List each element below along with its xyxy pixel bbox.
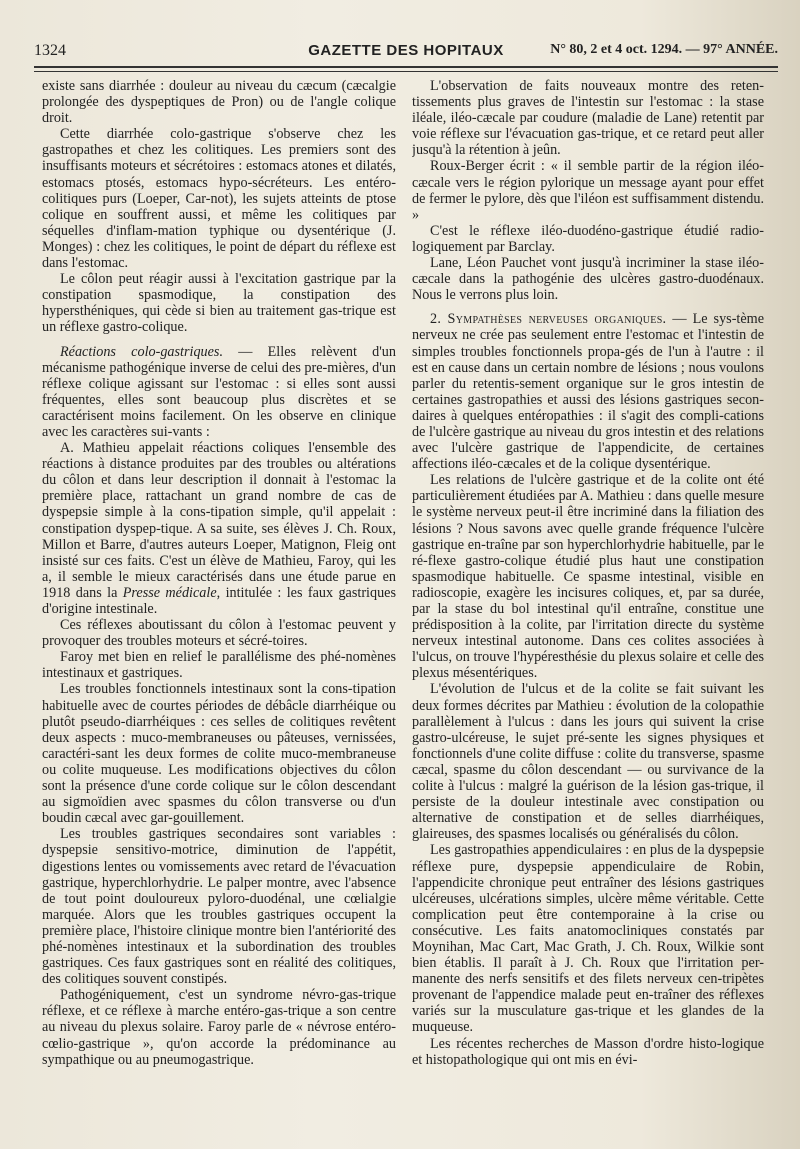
paragraph: existe sans diarrhée : douleur au niveau du cæcum (cæcalgie prolongée des dyspeptiques de Pron) ou de l'angle colique droit. — [42, 78, 396, 127]
paragraph: Roux-Berger écrit : « il semble partir de la région iléo-cæcale vers le région pylorique un message ayant pour effet de fermer le pylore, dès que l'iléon est suffisamment distendu. » — [412, 158, 764, 223]
section-title: 2. Sympathèses nerveuses organiques. — [430, 311, 667, 328]
paragraph: Ces réflexes aboutissant du côlon à l'estomac peuvent y provoquer des troubles moteurs et sécré-toires. — [42, 617, 396, 650]
paragraph: Cette diarrhée colo-gastrique s'observe chez les gastropathes et chez les colitiques. Les premiers sont des insuffisants moteurs et sécrétoires : estomacs atones et dilatés, estomacs ptosés, estomacs hypo-sécréteurs. Les entéro-colitiques purs (Loeper, Car-not), les sujets atteints de ptose colique en souffrent aussi, et même les colitiques par séquelles d'inflam-mation typhique ou dysentérique (J. Monges) : chez les colitiques, le point de départ du réflexe est dans l'estomac. — [42, 126, 396, 272]
paragraph: C'est le réflexe iléo-duodéno-gastrique étudié radio-logiquement par Barclay. — [412, 222, 764, 255]
paragraph-text: — Elles relèvent d'un mécanisme pathogénique inverse de celui des pre-mières, d'un réflexe colique agissant sur l'estomac : si elles sont aussi fréquentes, elles sont beaucoup plus discrètes et se caractérisent moins facilement. On les observe en clinique avec les caractères sui-vants : — [42, 343, 396, 440]
paragraph: Faroy met bien en relief le parallélisme des phé-nomènes intestinaux et gastriques. — [42, 649, 396, 682]
section-paragraph — [42, 344, 396, 441]
page-number: 1324 — [34, 42, 66, 59]
right-column — [412, 78, 764, 1138]
paragraph: Les troubles fonctionnels intestinaux sont la cons-tipation habituelle avec de courtes périodes de débâcle diarrhéique ou plutôt pseudo-diarrhéiques : ces selles de colitiques revêtent deux aspects : muco-membraneuses ou pâteuses, vernissées, caractéri-sant les deux formes de colite muco-membraneuse ou colite muqueuse. Les modifications objectives du côlon sont la présence d'une corde colique sur le côlon descendant au sigmoïdien avec spasmes du côlon transverse ou d'un boudin cæcal avec gar-gouillement. — [42, 681, 396, 827]
paragraph: Les relations de l'ulcère gastrique et de la colite ont été particulièrement étudiées par A. Mathieu : dans quelle mesure le système nerveux peut-il être incriminé dans la filiation des lésions ? Nous savons avec quelle grande fréquence l'ulcère gastrique en-traîne par son hyperchlorhydrie habituelle, par le ré-flexe gastro-colique étudié plus haut une constipation spasmodique habituelle. Ce spasme intestinal, visible en radioscopie, exagère les incisures coliques, et, par sa durée, par la stase du bol intestinal qu'il entraîne, constitue une prédisposition à la colite, par l'irritation directe du système nerveux intestinal autonome. Dans ces colites associées à l'ulcus, on trouve l'hypéresthésie du plexus solaire et celle des plexus mésentériques. — [412, 472, 764, 682]
section-paragraph — [412, 311, 764, 472]
page-header — [34, 40, 778, 64]
paragraph: Le côlon peut réagir aussi à l'excitation gastrique par la constipation spasmodique, la constipation des hypersthéniques, qui cède si bien au traitement gas-trique est un réflexe gastro-colique. — [42, 271, 396, 336]
header-rule — [34, 66, 778, 68]
paragraph-text: , intitulée : les faux gastriques d'origine intestinale. — [42, 584, 396, 617]
journal-name: Presse médicale — [122, 584, 217, 601]
header-rule-thin — [34, 71, 778, 72]
paragraph: L'observation de faits nouveaux montre des reten-tissements plus graves de l'intestin sur l'estomac : la stase iléale, iléo-cæcale par coudure (maladie de Lane) retentit par voie réflexe sur l'évacuation gas-trique, et ce retard peut aller jusqu'à la rétention à jeûn. — [412, 78, 764, 159]
paragraph: Les gastropathies appendiculaires : en plus de la dyspepsie réflexe pure, dyspepsie appendiculaire de Robin, l'appendicite chronique peut entraîner des lésions gastriques ulcéreuses, ulcérations simples, ulcère même véritable. Cette complication peut être contemporaine à la crise ou consécutive. Les faits anatomocliniques constatés par Moynihan, Mac Cart, Mac Grath, J. Ch. Roux, Wilkie sont bien établis. Il paraît à J. Ch. Roux que l'irritation per-manente des nerfs sensitifs et des filets nerveux cen-tripètes provenant de l'appendice malade peut en-traîner des réflexes variés sur la musculature gas-trique et les glandes de la muqueuse. — [412, 842, 764, 1036]
paragraph: Lane, Léon Pauchet vont jusqu'à incriminer la stase iléo-cæcale dans la pathogénie des ulcères gastro-duodénaux. Nous le verrons plus loin. — [412, 255, 764, 304]
left-column — [42, 78, 396, 1138]
paragraph: Les récentes recherches de Masson d'ordre histo-logique et histopathologique qui ont mis en évi- — [412, 1035, 764, 1068]
paragraph-text: — Le sys-tème nerveux ne crée pas seulement entre l'estomac et l'intestin de simples troubles fonctionnels propa-gés de l'un à l'autre : il est en cause dans un certain nombre de lésions ; nous voulons parler du retentis-sement organique sur le gros intestin de certaines gastropathies et aussi des lésions gastriques secon-daires à quelques entéropathies : il s'agit des compli-cations de l'ulcère gastrique au niveau du gros intestin et des relations avec l'ulcère gastrique de l'appendicite, de certaines affections iléo-cæcales et de la colique dysentérique. — [412, 311, 764, 473]
section-title: Réactions colo-gastriques. — [60, 343, 223, 360]
issue-info: N° 80, 2 et 4 oct. 1294. — 97° ANNÉE. — [550, 42, 778, 57]
journal-title: GAZETTE DES HOPITAUX — [308, 42, 504, 59]
paragraph-text: A. Mathieu appelait réactions coliques l'ensemble des réactions à distance produites par des troubles ou altérations du côlon et dans leur description il donnait à l'estomac la première place, rattachant un grand nombre de cas de dyspepsie simple à la cons-tipation simple, qu'il appelait : constipation dyspep-tique. A sa suite, ses élèves J. Ch. Roux, Millon et Barre, d'autres auteurs Loeper, Matignon, Fleig ont insisté sur ces faits. C'est un élève de Mathieu, Faroy, qui les a, il semble le mieux caractérisés dans une étude parue en 1918 dans la — [42, 440, 396, 601]
paragraph: Les troubles gastriques secondaires sont variables : dyspepsie sensitivo-motrice, diminution de l'appétit, digestions lentes ou vomissements avec retard de l'évacuation gastrique, hyperchlorhydrie. Le palper montre, avec l'absence de tout point douloureux pyloro-duodénal, une cœlialgie marquée. Alors que les troubles gastriques occupent la première place, l'histoire clinique montre bien l'antériorité des phé-nomènes intestinaux et la subordination des troubles gastriques. Ces faux gastriques sont en réalité des colitiques, des colitiques souvent constipés. — [42, 826, 396, 988]
paragraph: Pathogéniquement, c'est un syndrome névro-gas-trique réflexe, et ce réflexe à marche entéro-gas-trique a son centre au niveau du plexus solaire. Faroy parle de « névrose entéro-cœlio-gastrique », qu'on accorde la prédominance au sympathique ou au pneumogastrique. — [42, 987, 396, 1068]
paragraph — [42, 440, 396, 617]
paragraph: L'évolution de l'ulcus et de la colite se fait suivant les deux formes décrites par Mathieu : évolution de la colopathie parallèlement à l'ulcus : dans les jours qui suivent la crise gastro-ulcéreuse, le sujet pré-sente les signes physiques et fonctionnels d'une colite diffuse : colite du transverse, spasme cæcal, spasme du côlon descendant — ou survivance de la colite à l'ulcus : malgré la guérison de la lésion gas-trique, il persiste de la douleur intestinale avec constipation ou alternative de constipation et de selles diarrhéiques, glaireuses, des spasmes localisés ou généralisés du côlon. — [412, 681, 764, 843]
